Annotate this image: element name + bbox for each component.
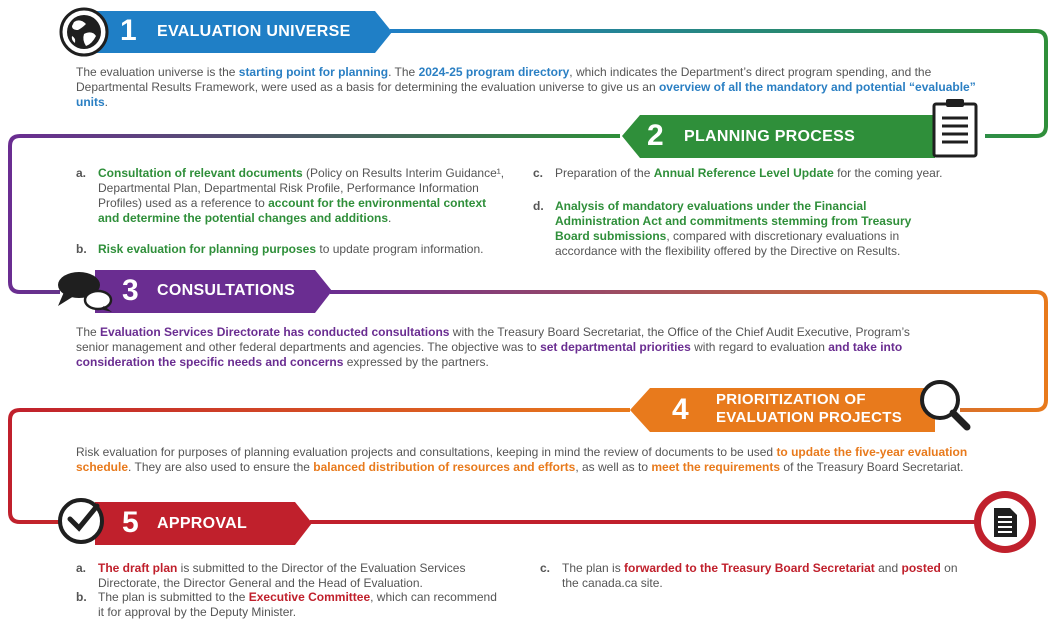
globe-icon (61, 9, 107, 55)
text-segment: . (388, 211, 392, 225)
text-segment: . They are also used to ensure the (128, 460, 314, 474)
highlighted-text: account for the environmental context and determine the potential changes and additions (98, 196, 487, 225)
text-segment: , as well as to (575, 460, 652, 474)
item-letter: d. (533, 199, 544, 213)
item-text (540, 561, 965, 591)
highlighted-text: Analysis of mandatory evaluations under the Financial Administration Act and commitments stemming from Treasury Board submissions (555, 199, 912, 243)
highlighted-text: forwarded to the Treasury Board Secretariat (624, 561, 875, 575)
step-2-item-a (76, 166, 508, 226)
item-text (76, 242, 516, 257)
checkmark-icon (60, 500, 102, 542)
text-segment: , which can recommend it for approval by the Deputy Minister. (98, 590, 497, 619)
step-5-item-a (76, 561, 501, 591)
text-segment: The plan is submitted to the (98, 590, 249, 604)
highlighted-text: Executive Committee (248, 590, 371, 604)
highlighted-text: set departmental priorities (540, 340, 691, 354)
text-segment: , which indicates the Department’s direct program spending, and the Departmental Results Framework, were used as a basis for determining the evaluation universe to give us an (76, 65, 932, 94)
step-3-description (76, 325, 916, 370)
step-5-title: APPROVAL (157, 515, 248, 532)
item-text (533, 166, 948, 181)
highlighted-text: meet the requirements (651, 460, 781, 474)
step-5-item-b (76, 590, 501, 620)
step-3-number: 3 (122, 274, 139, 307)
step-1-description (76, 65, 976, 110)
text-segment: on the canada.ca site. (562, 561, 958, 590)
item-text (76, 166, 508, 226)
item-text (76, 590, 501, 620)
highlighted-text: Risk evaluation for planning purposes (98, 242, 317, 256)
text-segment: . (104, 95, 109, 109)
highlighted-text: to update the five-year evaluation schedule (76, 445, 968, 474)
document-icon (974, 491, 1036, 553)
text-segment: with the Treasury Board Secretariat, the Office of the Chief Audit Executive, Program’s senior management and other federal departments and agencies. The objective was to (76, 325, 910, 354)
item-letter: a. (76, 561, 87, 575)
item-text (76, 561, 501, 591)
step-2-title: PLANNING PROCESS (684, 128, 856, 145)
step-3-title: CONSULTATIONS (157, 282, 296, 299)
text-segment: of the Treasury Board Secretariat. (780, 460, 964, 474)
step-4-number: 4 (672, 393, 689, 426)
text-segment: with regard to evaluation (690, 340, 829, 354)
text-segment: , compared with discretionary evaluations in accordance with the flexibility offered by the Directive on Results. (555, 229, 901, 258)
highlighted-text: The draft plan (98, 561, 178, 575)
step-2-number: 2 (647, 119, 664, 152)
text-segment: The evaluation universe is the (76, 65, 239, 79)
text-segment: The plan is (562, 561, 625, 575)
step-5-number: 5 (122, 506, 139, 539)
highlighted-text: and take into consideration the specific needs and concerns (76, 340, 903, 369)
text-segment: to update program information. (316, 242, 484, 256)
highlighted-text: starting point for planning (238, 65, 389, 79)
text-segment: and (874, 561, 902, 575)
text-segment: Preparation of the (555, 166, 654, 180)
highlighted-text: Annual Reference Level Update (653, 166, 834, 180)
item-letter: c. (533, 166, 544, 180)
text-segment: Risk evaluation for purposes of planning evaluation projects and consultations, keeping in mind the review of documents to be used (76, 445, 777, 459)
step-4-title-line-1: PRIORITIZATION OF (716, 391, 866, 408)
text-segment: . The (388, 65, 419, 79)
step-4-title-line-2: EVALUATION PROJECTS (716, 409, 902, 426)
text-segment: for the coming year. (833, 166, 943, 180)
step-2-item-c (533, 166, 948, 181)
item-letter: c. (540, 561, 551, 575)
text-segment: The (76, 325, 101, 339)
step-5-item-c (540, 561, 965, 591)
item-letter: b. (76, 242, 87, 256)
item-letter: b. (76, 590, 87, 604)
step-2-item-d (533, 199, 948, 259)
highlighted-text: balanced distribution of resources and efforts (313, 460, 576, 474)
highlighted-text: Consultation of relevant documents (98, 166, 303, 180)
highlighted-text: 2024-25 program directory (418, 65, 570, 79)
step-4-description (76, 445, 971, 475)
highlighted-text: Evaluation Services Directorate has conducted consultations (100, 325, 450, 339)
step-1-title: EVALUATION UNIVERSE (157, 23, 351, 40)
highlighted-text: overview of all the mandatory and potential “evaluable” units (76, 80, 976, 109)
step-2-item-b (76, 242, 516, 257)
text-segment: expressed by the partners. (343, 355, 489, 369)
item-text (533, 199, 948, 259)
item-letter: a. (76, 166, 87, 180)
step-1-number: 1 (120, 14, 137, 47)
text-segment: is submitted to the Director of the Evaluation Services Directorate, the Director General and the Head of Evaluation. (98, 561, 466, 590)
highlighted-text: posted (901, 561, 941, 575)
text-segment: (Policy on Results Interim Guidance¹, Departmental Plan, Departmental Risk Profile, Performance Information Profiles) used as a reference to (98, 166, 505, 210)
